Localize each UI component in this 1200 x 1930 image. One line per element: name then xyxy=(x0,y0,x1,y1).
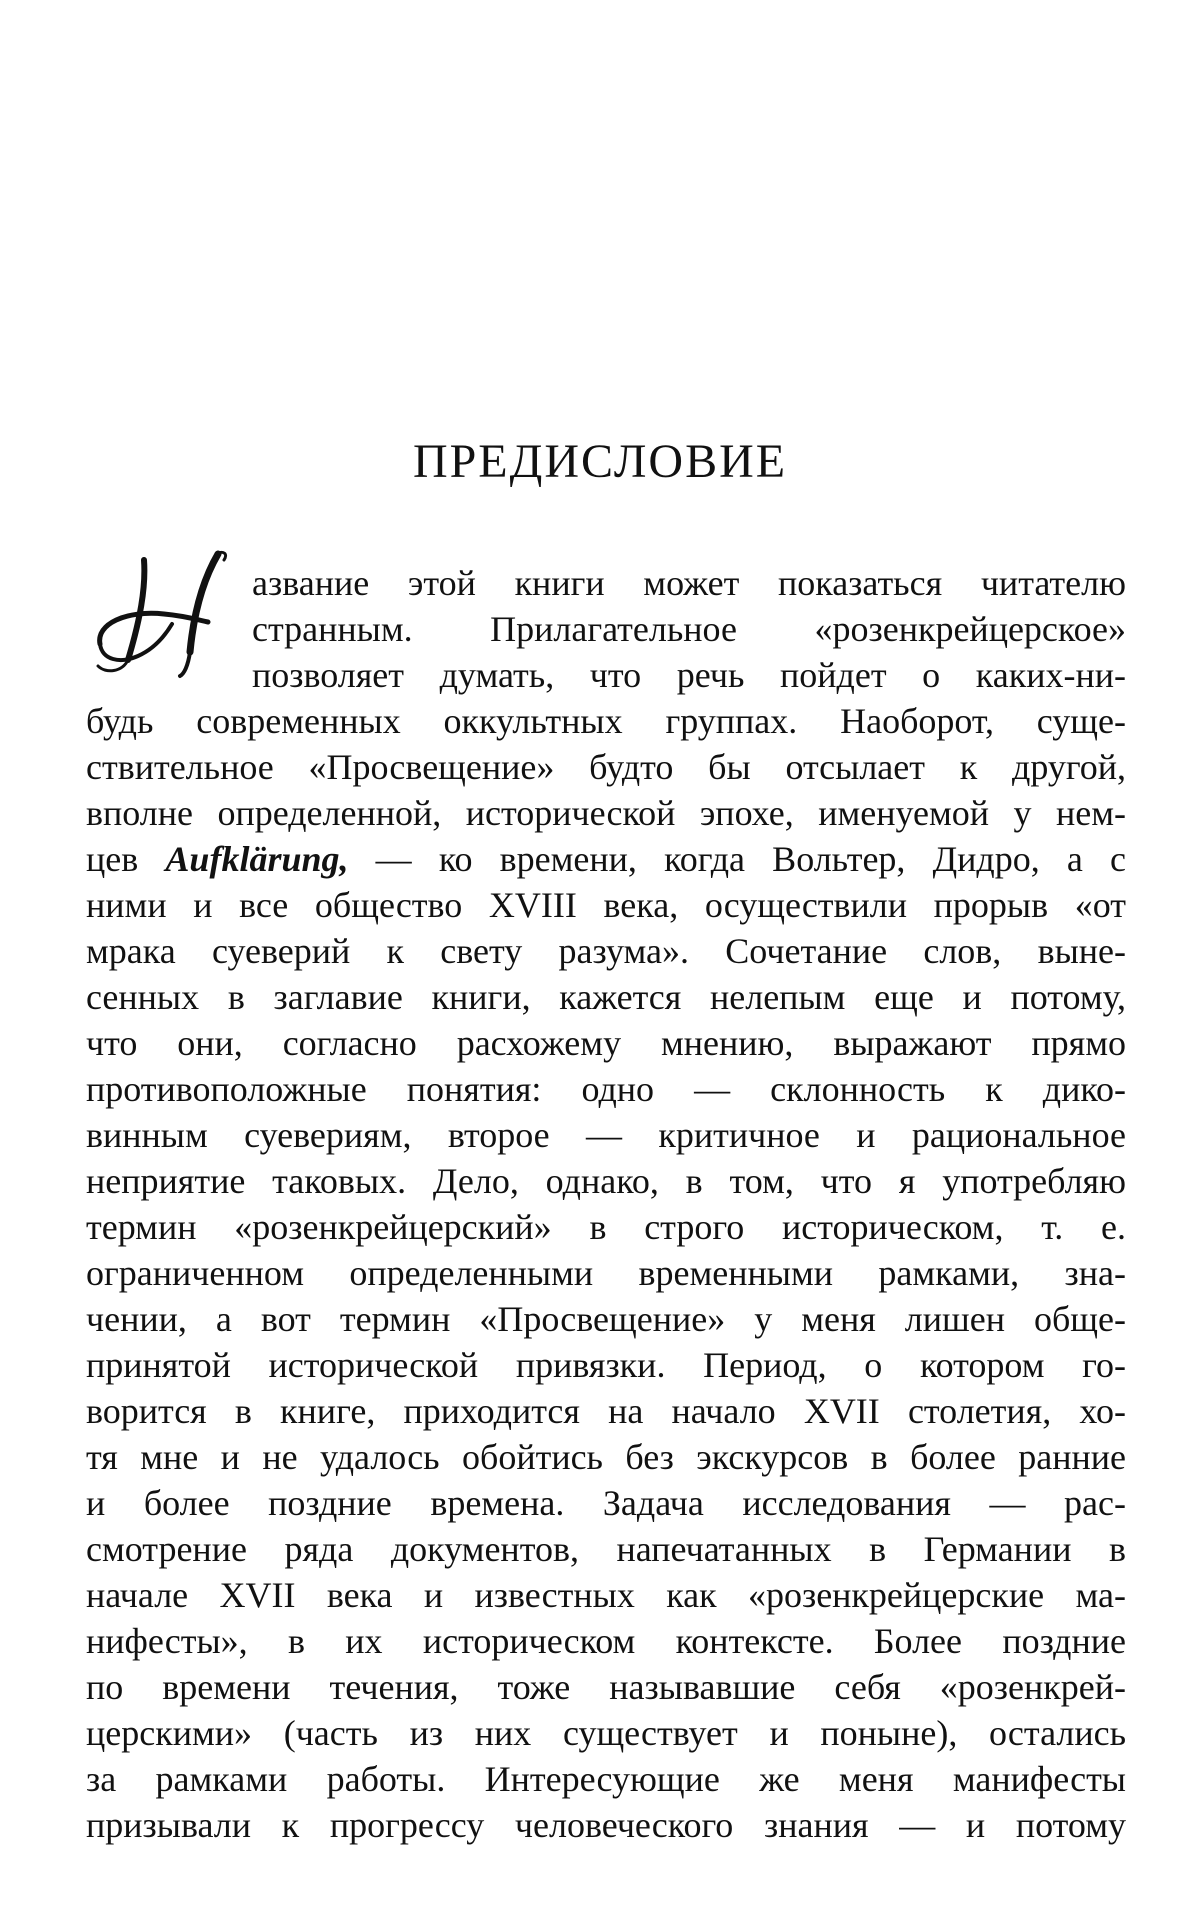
text-line: и более поздние времена. Задача исследования — рас- xyxy=(86,1483,1126,1523)
text-line: ними и все общество XVIII века, осуществили прорыв «от xyxy=(86,885,1126,925)
text-line: чении, а вот термин «Просвещение» у меня лишен обще- xyxy=(86,1299,1126,1339)
text-line: термин «розенкрейцерский» в строго историческом, т. е. xyxy=(86,1207,1126,1247)
text-fragment: — ко времени, когда Вольтер, Дидро, а с xyxy=(375,839,1127,879)
text-line: мрака суеверий к свету разума». Сочетание слов, выне- xyxy=(86,931,1126,971)
text-line: будь современных оккультных группах. Наоборот, суще- xyxy=(86,701,1126,741)
text-line: тя мне и не удалось обойтись без экскурсов в более ранние xyxy=(86,1437,1126,1477)
text-line: позволяет думать, что речь пойдет о каких-ни- xyxy=(252,655,1126,695)
text-fragment: цев xyxy=(86,839,139,879)
text-line: неприятие таковых. Дело, однако, в том, что я употребляю xyxy=(86,1161,1126,1201)
text-line: по времени течения, тоже называвшие себя «розенкрей- xyxy=(86,1667,1126,1707)
text-line: противоположные понятия: одно — склонность к дико- xyxy=(86,1069,1126,1109)
text-line: ствительное «Просвещение» будто бы отсылает к другой, xyxy=(86,747,1126,787)
text-line: призывали к прогрессу человеческого знания — и потому xyxy=(86,1805,1126,1845)
text-line: вполне определенной, исторической эпохе, именуемой у нем- xyxy=(86,793,1126,833)
text-line: нифесты», в их историческом контексте. Более поздние xyxy=(86,1621,1126,1661)
dropcap-initial-letter xyxy=(86,548,246,688)
text-line: церскими» (часть из них существует и поныне), остались xyxy=(86,1713,1126,1753)
text-line: начале XVII века и известных как «розенкрейцерские ма- xyxy=(86,1575,1126,1615)
text-line: ограниченном определенными временными рамками, зна- xyxy=(86,1253,1126,1293)
text-line: ворится в книге, приходится на начало XVII столетия, хо- xyxy=(86,1391,1126,1431)
text-line: принятой исторической привязки. Период, о котором го- xyxy=(86,1345,1126,1385)
chapter-title: ПРЕДИСЛОВИЕ xyxy=(412,435,788,488)
foreign-term-aufklarung: Aufklärung, xyxy=(165,839,349,879)
text-line-with-foreign-term xyxy=(86,836,1126,882)
text-line: сенных в заглавие книги, кажется нелепым еще и потому, xyxy=(86,977,1126,1017)
text-line: за рамками работы. Интересующие же меня манифесты xyxy=(86,1759,1126,1799)
text-line: странным. Прилагательное «розенкрейцерское» xyxy=(252,609,1126,649)
text-line: смотрение ряда документов, напечатанных в Германии в xyxy=(86,1529,1126,1569)
text-line: азвание этой книги может показаться читателю xyxy=(252,563,1126,603)
text-line: что они, согласно расхожему мнению, выражают прямо xyxy=(86,1023,1126,1063)
text-line: винным суевериям, второе — критичное и рациональное xyxy=(86,1115,1126,1155)
